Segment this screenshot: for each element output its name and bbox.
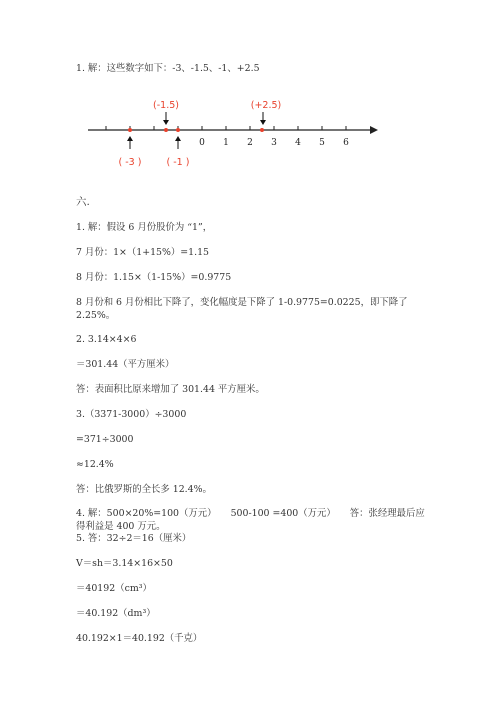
answer-1-text: 1. 解：这些数字如下：-3、-1.5、-1、+2.5 — [76, 63, 260, 74]
q2-result: ＝301.44（平方厘米） — [76, 359, 175, 370]
tick-label-2: 2 — [247, 138, 253, 148]
q2-formula: 2. 3.14×4×6 — [76, 334, 137, 345]
point-minus-3 — [128, 128, 132, 132]
q4-solution: 4. 解：500×20%=100（万元） 500-100 =400（万元） 答：张经理最后应得利益是 400 万元。 — [76, 508, 425, 532]
q3-result: ≈12.4% — [76, 459, 114, 470]
number-line-diagram — [80, 92, 390, 177]
tick-label-1: 1 — [223, 138, 229, 148]
tick-label-5: 5 — [319, 138, 325, 148]
q5-volume: V＝sh＝3.14×16×50 — [76, 558, 173, 569]
label-minus-3: ( -3 ) — [118, 157, 142, 168]
q2-answer: 答：表面积比原来增加了 301.44 平方厘米。 — [76, 384, 265, 395]
arrow-up-minus-3 — [127, 136, 133, 149]
q5-dm3: ＝40.192（dm³） — [76, 608, 156, 619]
q3-step: =371÷3000 — [76, 434, 134, 445]
tick-label-4: 4 — [295, 138, 301, 148]
q1-august: 8 月份：1.15×（1-15%）=0.9775 — [76, 272, 232, 283]
q3-formula: 3.（3371-3000）÷3000 — [76, 409, 187, 420]
q5-answer: 5. 答：32÷2＝16（厘米） — [76, 533, 192, 544]
label-minus-1: ( -1 ) — [166, 157, 190, 168]
tick-label-6: 6 — [343, 138, 349, 148]
number-line-arrowhead — [370, 126, 378, 134]
q3-answer: 答：比俄罗斯的全长多 12.4%。 — [76, 484, 212, 495]
q1-july: 7 月份：1×（1+15%）=1.15 — [76, 247, 210, 258]
arrow-down-minus-1-5 — [163, 112, 169, 125]
point-minus-1-5 — [164, 128, 168, 132]
arrow-up-minus-1 — [175, 136, 181, 149]
tick-label-3: 3 — [271, 138, 277, 148]
q1-comparison: 8 月份和 6 月份相比下降了，变化幅度是下降了 1-0.9775=0.0225，即下降了 2.25%。 — [76, 297, 408, 321]
q5-cm3: ＝40192（cm³） — [76, 583, 152, 594]
q1-intro: 1. 解：假设 6 月份股价为 “1”， — [76, 222, 213, 233]
section-six-heading: 六. — [76, 196, 90, 208]
label-plus-2-5: (+2.5) — [250, 100, 282, 111]
q5-kg: 40.192×1＝40.192（千克） — [76, 633, 203, 644]
label-minus-1-5: (-1.5) — [153, 100, 179, 111]
tick-label-0: 0 — [199, 138, 205, 148]
point-minus-1 — [176, 128, 180, 132]
point-plus-2-5 — [260, 128, 264, 132]
arrow-down-plus-2-5 — [260, 112, 266, 125]
